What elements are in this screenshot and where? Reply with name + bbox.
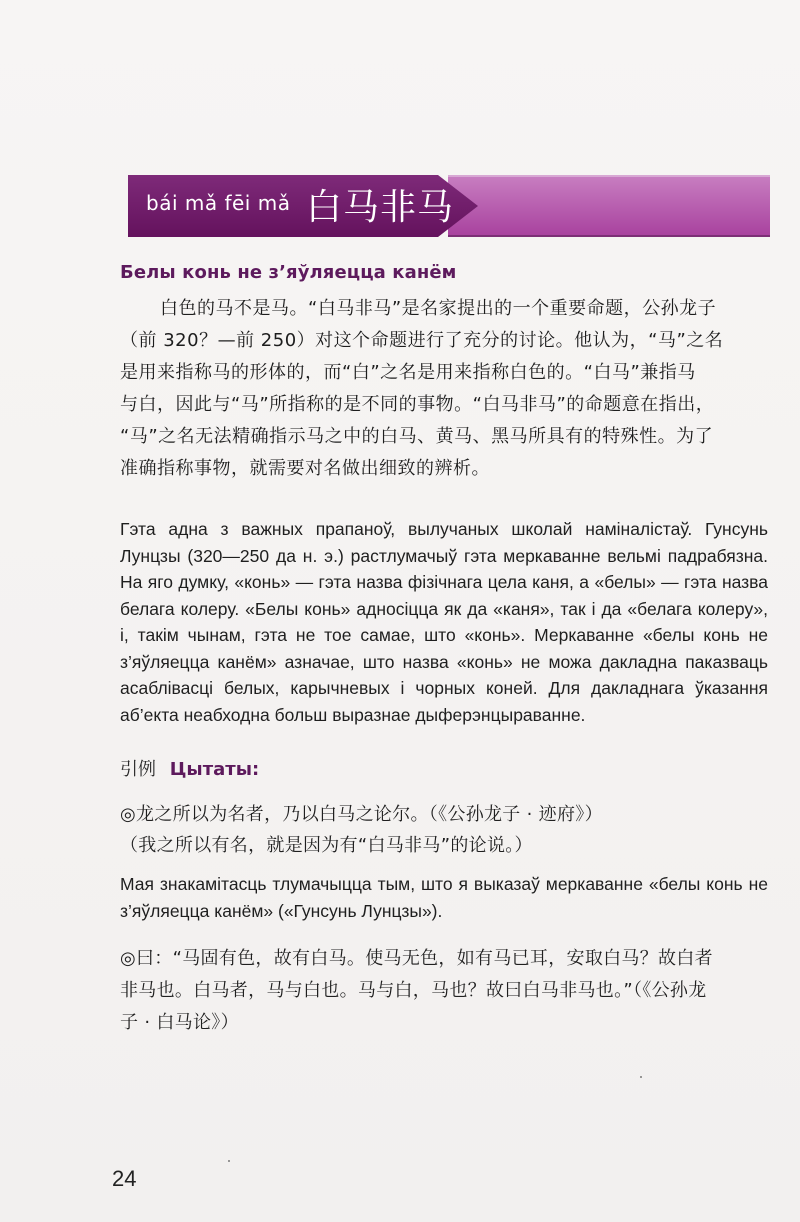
speck-mark <box>640 1076 642 1078</box>
header-band-light <box>448 175 770 237</box>
quote-2-chinese <box>120 943 768 1039</box>
header-pinyin: bái mǎ fēi mǎ <box>146 191 291 215</box>
chinese-line-6: 准确指称事物，就需要对名做出细致的辨析。 <box>120 458 490 479</box>
speck-mark <box>228 1160 230 1162</box>
quote-2-line-1: ◎曰：“马固有色，故有白马。使马无色，如有马已耳，安取白马？故白者 <box>120 948 713 969</box>
section-subtitle: Белы конь не з’яўляецца канём <box>120 262 457 283</box>
chinese-paragraph <box>120 293 768 485</box>
belarusian-paragraph: Гэта адна з важных прапаноў, вылучаных школай наміналістаў. Гунсунь Лунцзы (320—250 да н. э.) растлумачыў гэта меркаванне вельмі падрабязна. На яго думку, «конь» — гэта назва фізічнага цела каня, а «белы» — гэта назва белага колеру. «Белы конь» адносіцца як да «каня», так і да «белага колеру», і, такім чынам, гэта не тое самае, што «конь». Меркаванне «белы конь не з’яўляецца канём» азначае, што назва «конь» не можа дакладна паказваць асаблівасці белых, карычневых і чорных коней. Для дакладнага ўказання аб’екта неабходна больш выразнае дыферэнцыраванне. <box>120 519 768 725</box>
quotes-label-chinese: 引例 <box>120 759 156 780</box>
header-title: 白马非马 <box>306 187 455 228</box>
quote-1-translation: Мая знакамітасць тлумачыцца тым, што я выказаў меркаванне «белы конь не з’яўляецца канём» («Гунсунь Лунцзы»). <box>120 874 768 921</box>
section-header-band <box>128 175 770 237</box>
chinese-line-4: 与白，因此与“马”所指称的是不同的事物。“白马非马”的命题意在指出， <box>120 394 715 415</box>
chinese-line-1: 白色的马不是马。“白马非马”是名家提出的一个重要命题，公孙龙子 <box>160 298 717 319</box>
chinese-line-3: 是用来指称马的形体的，而“白”之名是用来指称白色的。“白马”兼指马 <box>120 362 696 383</box>
quote-1-line-2: （我之所以有名，就是因为有“白马非马”的论说。） <box>120 835 533 856</box>
chinese-line-5: “马”之名无法精确指示马之中的白马、黄马、黑马所具有的特殊性。为了 <box>120 426 714 447</box>
chinese-line-2: （前 320？—前 250）对这个命题进行了充分的讨论。他认为，“马”之名 <box>120 330 724 351</box>
page-number: 24 <box>112 1166 137 1191</box>
quotes-label-belarusian: Цытаты: <box>169 759 260 780</box>
quote-1-chinese <box>120 799 768 861</box>
quote-2-line-2: 非马也。白马者，马与白也。马与白，马也？故曰白马非马也。”（《公孙龙 <box>120 980 707 1001</box>
quote-2-line-3: 子 · 白马论》） <box>120 1012 239 1033</box>
quotes-heading <box>120 755 768 781</box>
quote-1-line-1: ◎龙之所以为名者，乃以白马之论尔。（《公孙龙子 · 迹府》） <box>120 804 603 825</box>
